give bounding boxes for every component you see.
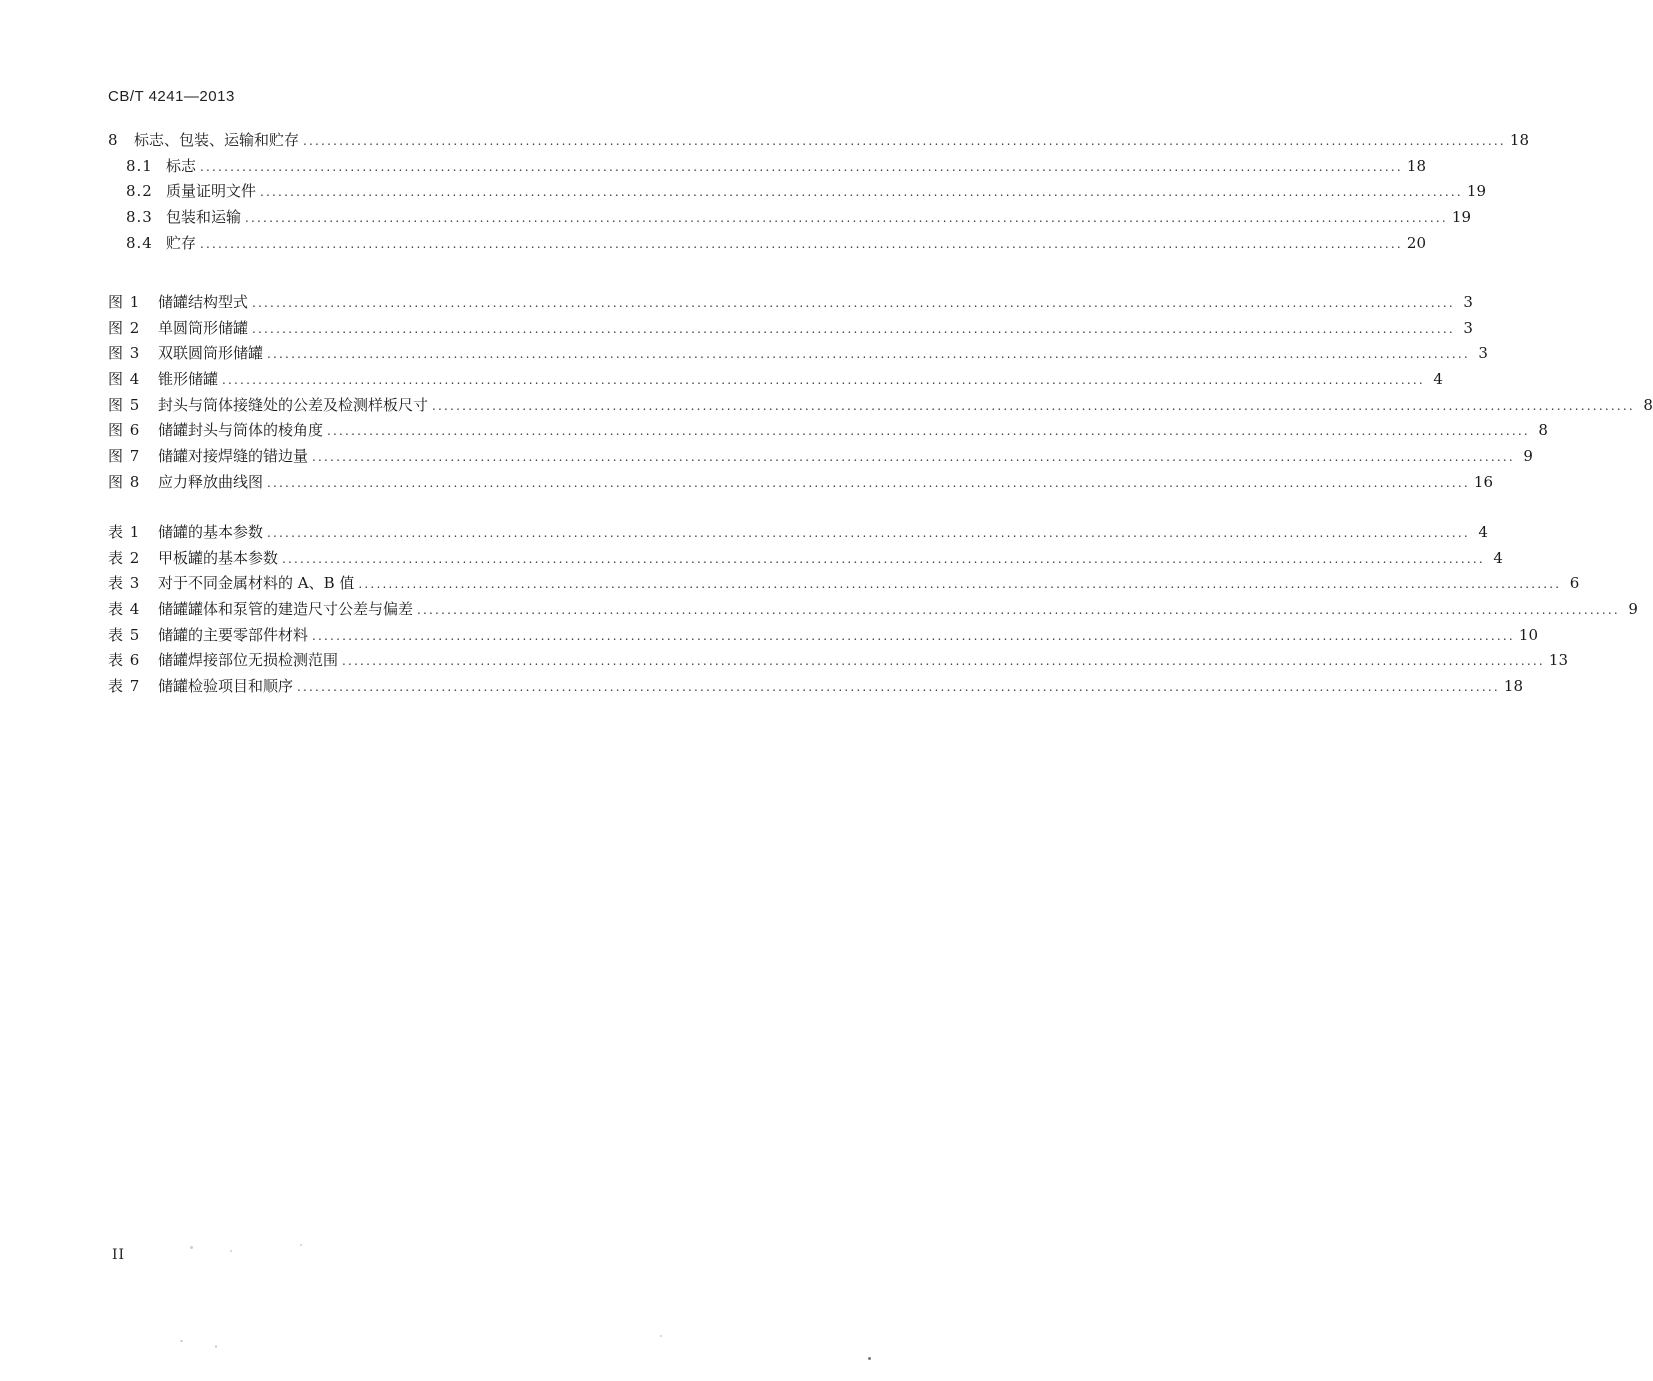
- dot-leader: ........................................................................................................................................................................................................: [267, 526, 1470, 540]
- section-entry-number: 8.3: [126, 208, 153, 227]
- fig-entry-title: 双联圆筒形储罐: [158, 344, 264, 363]
- section-entry-title: 包装和运输: [166, 208, 242, 227]
- fig-entry-page: 3: [1463, 293, 1473, 311]
- fig-entry-number: 图 5: [108, 395, 141, 414]
- fig-entry-number: 表 7: [108, 677, 141, 696]
- dot-leader: ........................................................................................................................................................................................................: [200, 159, 1403, 174]
- section-entry[interactable]: [108, 128, 1529, 154]
- fig-entry-title: 储罐的主要零部件材料: [158, 625, 309, 644]
- dot-leader: ........................................................................................................................................................................................................: [303, 134, 1506, 148]
- fig-entry-number: 表 4: [108, 600, 141, 619]
- fig-entry-title: 甲板罐的基本参数: [158, 548, 279, 567]
- fig-entry-page: 3: [1478, 344, 1488, 363]
- dot-leader: ........................................................................................................................................................................................................: [312, 628, 1515, 643]
- fig-entry-number: 表 5: [108, 625, 141, 644]
- fig-entry-page: 4: [1478, 523, 1488, 541]
- scan-speck: [230, 1250, 232, 1252]
- scan-speck: [868, 1357, 871, 1360]
- fig-entry-page: 9: [1523, 447, 1533, 466]
- dot-leader: ........................................................................................................................................................................................................: [297, 680, 1500, 695]
- fig-entry-number: 图 8: [108, 472, 141, 491]
- dot-leader: ........................................................................................................................................................................................................: [252, 321, 1455, 336]
- dot-leader: ........................................................................................................................................................................................................: [222, 373, 1425, 388]
- section-entry-page: 18: [1406, 156, 1426, 175]
- fig-entry-page: 6: [1569, 574, 1580, 593]
- dot-leader: ........................................................................................................................................................................................................: [252, 296, 1455, 310]
- fig-entry[interactable]: [108, 316, 1473, 342]
- section-entry-title: 贮存: [166, 233, 197, 252]
- scan-speck: [215, 1345, 217, 1348]
- document-code-header: CB/T 4241—2013: [108, 88, 235, 105]
- fig-entry-title: 储罐检验项目和顺序: [158, 677, 294, 696]
- fig-entry-page: 10: [1518, 625, 1538, 644]
- fig-entry-page: 16: [1473, 472, 1493, 491]
- dot-leader: ........................................................................................................................................................................................................: [358, 577, 1562, 592]
- section-entry-number: 8.2: [126, 182, 153, 201]
- section-entry-title: 标志: [166, 156, 197, 175]
- dot-leader: ........................................................................................................................................................................................................: [245, 211, 1448, 226]
- section-entry-page: 19: [1466, 182, 1486, 201]
- fig-entry-title: 封头与筒体接缝处的公差及检测样板尺寸: [158, 395, 429, 414]
- fig-entry[interactable]: [108, 367, 1443, 393]
- fig-entry-title: 单圆筒形储罐: [158, 318, 249, 337]
- fig-entry-number: 表 2: [108, 548, 141, 567]
- section-entry-number: 8: [108, 131, 119, 149]
- fig-entry-page: 8: [1538, 421, 1548, 440]
- fig-entry-title: 储罐封头与筒体的棱角度: [158, 421, 324, 440]
- dot-leader: ........................................................................................................................................................................................................: [260, 185, 1463, 200]
- fig-entry-title: 储罐对接焊缝的错边量: [158, 447, 309, 466]
- scan-speck: [180, 1340, 183, 1342]
- dot-leader: ........................................................................................................................................................................................................: [342, 654, 1545, 669]
- fig-entry-page: 18: [1503, 677, 1523, 696]
- toc-section-8: [108, 128, 1529, 256]
- fig-entry[interactable]: [108, 418, 1548, 444]
- scan-speck: [300, 1244, 302, 1246]
- fig-entry[interactable]: [108, 674, 1523, 700]
- fig-entry-title: 锥形储罐: [158, 370, 219, 389]
- fig-entry[interactable]: [108, 393, 1653, 419]
- fig-entry[interactable]: [108, 341, 1488, 367]
- fig-entry-page: 4: [1493, 548, 1503, 567]
- scan-speck: [660, 1335, 662, 1337]
- section-entry[interactable]: [108, 179, 1486, 205]
- fig-entry-page: 13: [1548, 651, 1568, 670]
- fig-entry-page: 8: [1643, 395, 1653, 414]
- dot-leader: ........................................................................................................................................................................................................: [312, 450, 1515, 465]
- section-entry-page: 19: [1451, 208, 1471, 227]
- section-entry[interactable]: [108, 231, 1426, 257]
- fig-entry-number: 表 3: [108, 574, 141, 593]
- fig-entry-number: 图 1: [108, 293, 141, 311]
- fig-entry-title: 储罐的基本参数: [158, 523, 264, 541]
- fig-entry-title: 应力释放曲线图: [158, 472, 264, 491]
- fig-entry[interactable]: [108, 648, 1568, 674]
- fig-entry[interactable]: [108, 571, 1580, 597]
- fig-entry[interactable]: [108, 520, 1488, 546]
- section-entry-title: 质量证明文件: [166, 182, 257, 201]
- fig-entry-page: 3: [1463, 318, 1473, 337]
- fig-entry-title: 储罐结构型式: [158, 293, 249, 311]
- dot-leader: ........................................................................................................................................................................................................: [267, 347, 1470, 362]
- fig-entry-title: 储罐焊接部位无损检测范围: [158, 651, 339, 670]
- dot-leader: ........................................................................................................................................................................................................: [417, 603, 1620, 618]
- section-entry-page: 20: [1406, 233, 1426, 252]
- section-entry[interactable]: [108, 154, 1426, 180]
- fig-entry[interactable]: [108, 290, 1473, 316]
- dot-leader: ........................................................................................................................................................................................................: [200, 236, 1403, 251]
- section-entry-number: 8.1: [126, 156, 153, 175]
- fig-entry-page: 9: [1628, 600, 1638, 619]
- section-entry[interactable]: [108, 205, 1471, 231]
- page-number-footer: II: [112, 1247, 126, 1263]
- dot-leader: ........................................................................................................................................................................................................: [267, 475, 1470, 490]
- section-entry-page: 18: [1509, 131, 1529, 149]
- fig-entry-number: 表 1: [108, 523, 141, 541]
- fig-entry-number: 图 2: [108, 318, 141, 337]
- section-entry-number: 8.4: [126, 233, 153, 252]
- dot-leader: ........................................................................................................................................................................................................: [282, 551, 1485, 566]
- fig-entry[interactable]: [108, 470, 1493, 496]
- scan-speck: [190, 1246, 193, 1249]
- fig-entry[interactable]: [108, 623, 1538, 649]
- toc-figures-list: [108, 290, 1653, 496]
- dot-leader: ........................................................................................................................................................................................................: [327, 424, 1530, 439]
- fig-entry-number: 图 4: [108, 370, 141, 389]
- fig-entry-number: 表 6: [108, 651, 141, 670]
- fig-entry-number: 图 7: [108, 447, 141, 466]
- dot-leader: ........................................................................................................................................................................................................: [432, 398, 1635, 413]
- fig-entry-number: 图 3: [108, 344, 141, 363]
- fig-entry[interactable]: [108, 444, 1533, 470]
- fig-entry-number: 图 6: [108, 421, 141, 440]
- fig-entry-title: 储罐罐体和泵管的建造尺寸公差与偏差: [158, 600, 414, 619]
- toc-tables-list: [108, 520, 1638, 700]
- fig-entry-title: 对于不同金属材料的 A、B 值: [158, 574, 355, 593]
- fig-entry[interactable]: [108, 597, 1638, 623]
- section-entry-title: 标志、包装、运输和贮存: [134, 131, 300, 149]
- fig-entry[interactable]: [108, 546, 1503, 572]
- fig-entry-page: 4: [1433, 370, 1443, 389]
